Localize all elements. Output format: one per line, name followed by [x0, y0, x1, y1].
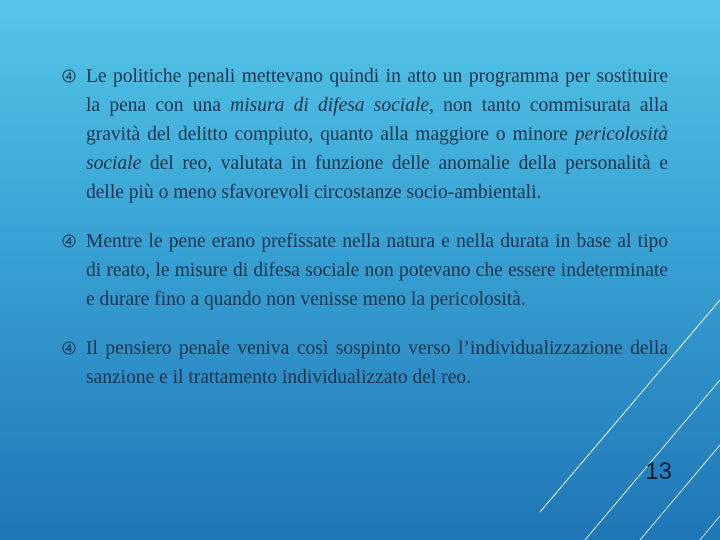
circled-four-icon: [62, 341, 76, 355]
circled-four-icon: [62, 234, 76, 248]
bullet-text: Il pensiero penale veniva così sospinto verso l’individualizzazione della sanzione e il trattamento individualizzato del reo.: [86, 338, 668, 388]
page-number: 13: [645, 458, 672, 485]
bullet-text: Le politiche penali mettevano quindi in atto un programma per sostituire la pena con una misura di difesa sociale, non tanto commisurata alla gravità del delitto compiuto, quanto alla maggiore o minore pericolosità sociale del reo, valutata in funzione delle anomalie della personalità e delle più o meno sfavorevoli circostanze socio-ambientali.: [86, 66, 668, 203]
bullet-list: [62, 62, 668, 412]
circled-four-icon: [62, 69, 76, 83]
bullet-item: [62, 334, 668, 392]
bullet-text: Mentre le pene erano prefissate nella natura e nella durata in base al tipo di reato, le misure di difesa sociale non potevano che essere indeterminate e durare fino a quando non venisse meno la pericolosità.: [86, 231, 668, 310]
bullet-item: [62, 227, 668, 314]
bullet-item: [62, 62, 668, 207]
